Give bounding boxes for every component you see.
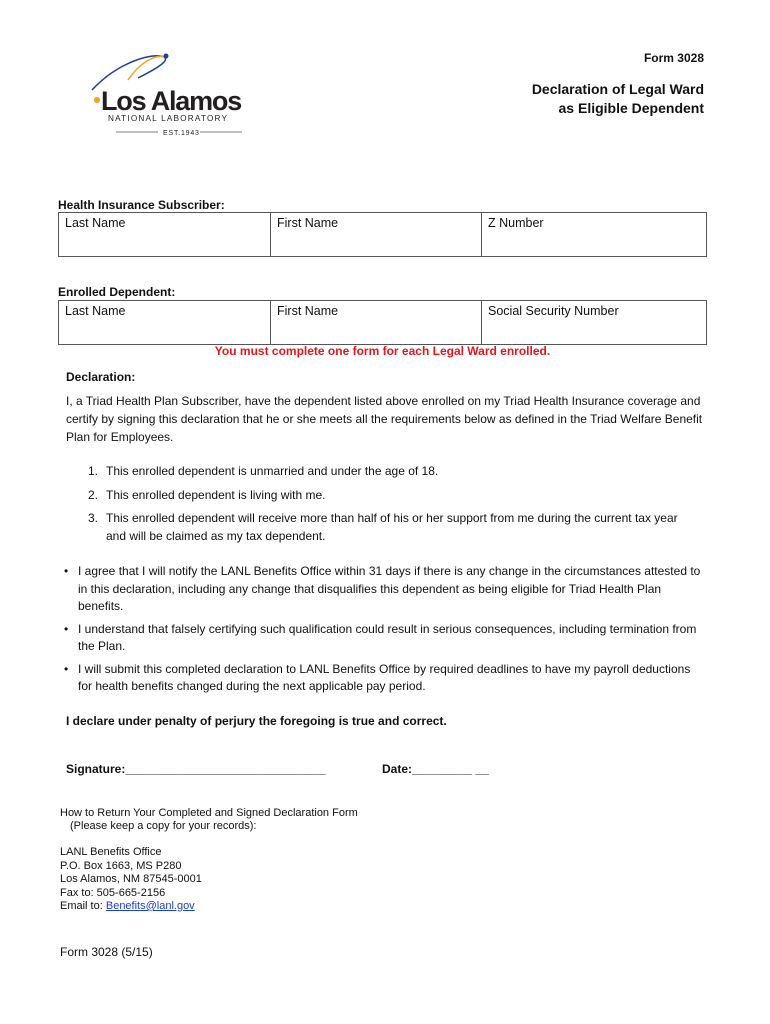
form-footer: Form 3028 (5/15) bbox=[60, 945, 153, 959]
subscriber-z-number-field[interactable]: Z Number bbox=[482, 213, 707, 257]
dependent-table bbox=[58, 300, 707, 345]
return-instructions bbox=[60, 807, 358, 833]
list-text: I understand that falsely certifying such qualification could result in serious consequences, including termination from the Plan. bbox=[78, 621, 697, 653]
notice-text: You must complete one form for each Legal Ward enrolled. bbox=[214, 344, 551, 358]
list-number: 3. bbox=[88, 511, 99, 525]
address-office: LANL Benefits Office bbox=[60, 846, 162, 858]
lanl-logo bbox=[78, 48, 268, 144]
dependent-first-name-field[interactable]: First Name bbox=[271, 301, 482, 345]
list-item bbox=[64, 563, 704, 616]
title-line-1: Declaration of Legal Ward bbox=[531, 81, 704, 97]
signature-field[interactable]: Signature:______________________________ bbox=[66, 762, 326, 776]
list-item bbox=[64, 661, 704, 696]
list-number: 1. bbox=[88, 464, 99, 478]
title-line-2: as Eligible Dependent bbox=[558, 100, 704, 116]
declaration-label: Declaration: bbox=[66, 370, 136, 384]
subscriber-first-name-field[interactable]: First Name bbox=[271, 213, 482, 257]
address-city: Los Alamos, NM 87545-0001 bbox=[60, 873, 202, 885]
subscriber-label: Health Insurance Subscriber: bbox=[58, 198, 225, 212]
date-field[interactable]: Date:_________ __ bbox=[382, 762, 489, 776]
address-email-line bbox=[60, 900, 202, 914]
bullet-icon: • bbox=[64, 621, 69, 636]
declaration-text: I, a Triad Health Plan Subscriber, have the dependent listed above enrolled on my Triad Health Insurance coverage and certify by signing this declaration that he or she meets all the requirements below as defined in the Triad Welfare Benefit Plan for Employees. bbox=[66, 394, 703, 444]
list-item bbox=[64, 621, 704, 656]
perjury-statement: I declare under penalty of perjury the foregoing is true and correct. bbox=[66, 714, 447, 728]
return-line-1: How to Return Your Completed and Signed Declaration Form bbox=[60, 807, 358, 819]
document-title bbox=[404, 80, 704, 118]
list-item bbox=[88, 510, 698, 545]
list-text: This enrolled dependent is living with me. bbox=[106, 487, 326, 502]
logo-subtitle: NATIONAL LABORATORY bbox=[108, 114, 229, 123]
list-number: 2. bbox=[88, 487, 99, 502]
list-text: This enrolled dependent is unmarried and under the age of 18. bbox=[106, 464, 439, 478]
requirements-list bbox=[88, 463, 698, 551]
dependent-last-name-field[interactable]: Last Name bbox=[59, 301, 271, 345]
list-item bbox=[88, 487, 698, 505]
subscriber-table bbox=[58, 212, 707, 257]
list-text: I agree that I will notify the LANL Benefits Office within 31 days if there is any change in the circumstances attested to in this declaration, including any change that disqualifies this dependent as being eligible for Triad Health Plan benefits. bbox=[78, 564, 701, 613]
list-item bbox=[88, 463, 698, 481]
subscriber-last-name-field[interactable]: Last Name bbox=[59, 213, 271, 257]
dependent-ssn-field[interactable]: Social Security Number bbox=[482, 301, 707, 345]
logo-established: EST.1943 bbox=[163, 130, 200, 137]
form-number: Form 3028 bbox=[643, 51, 704, 65]
address-fax: Fax to: 505-665-2156 bbox=[60, 886, 166, 899]
return-line-2: (Please keep a copy for your records): bbox=[70, 820, 257, 832]
bullet-icon: • bbox=[64, 564, 69, 578]
mailing-address bbox=[60, 846, 202, 914]
logo-name: Los Alamos bbox=[101, 86, 242, 116]
email-prefix: Email to: bbox=[60, 900, 106, 912]
bullet-icon: • bbox=[64, 661, 69, 676]
agreements-list bbox=[64, 563, 704, 701]
dependent-label: Enrolled Dependent: bbox=[58, 285, 176, 299]
email-link[interactable]: Benefits@lanl.gov bbox=[105, 900, 195, 912]
list-text: I will submit this completed declaration to LANL Benefits Office by required deadlines to have my payroll deductions for health benefits changed during the next applicable pay period. bbox=[78, 661, 691, 693]
address-po-box: P.O. Box 1663, MS P280 bbox=[60, 859, 182, 872]
list-text: This enrolled dependent will receive more than half of his or her support from me during the current tax year and will be claimed as my tax dependent. bbox=[106, 511, 678, 543]
